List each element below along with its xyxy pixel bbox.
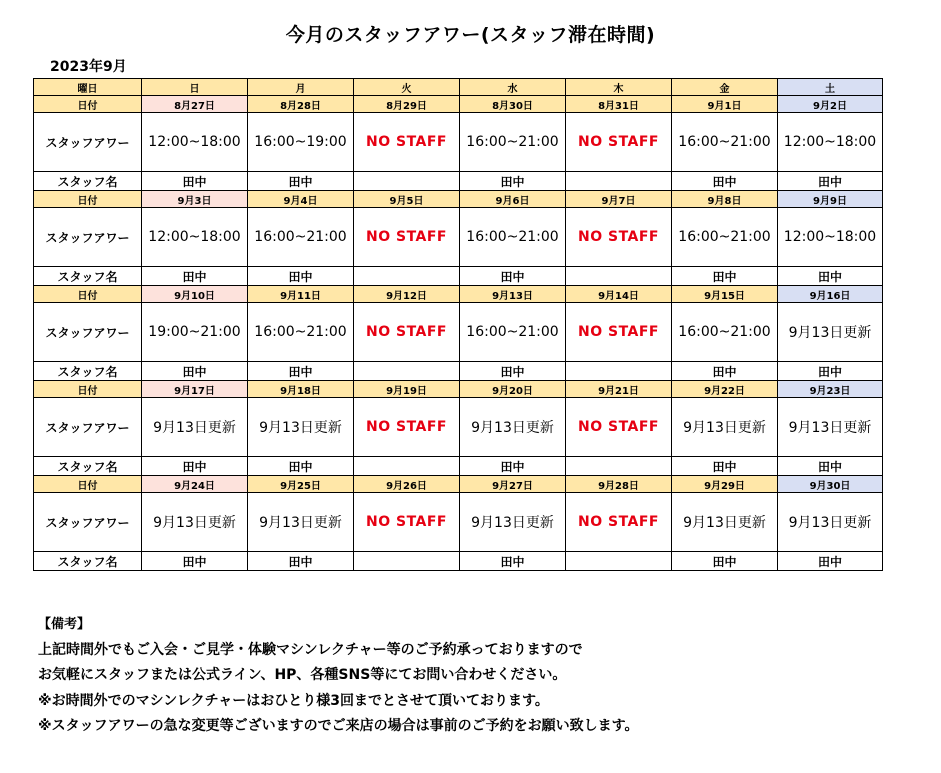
hours-cell: 9月13日更新 <box>142 493 248 552</box>
date-cell: 9月30日 <box>778 476 883 493</box>
staff-cell <box>354 362 460 381</box>
staff-cell <box>566 172 672 191</box>
date-cell: 9月12日 <box>354 286 460 303</box>
hours-cell: 19:00~21:00 <box>142 303 248 362</box>
hours-row <box>34 303 883 362</box>
hours-cell: 9月13日更新 <box>672 398 778 457</box>
date-cell: 9月13日 <box>460 286 566 303</box>
hours-cell: 16:00~21:00 <box>248 303 354 362</box>
staff-cell: 田中 <box>672 267 778 286</box>
weekday-tue: 火 <box>354 79 460 96</box>
date-cell: 8月27日 <box>142 96 248 113</box>
staff-cell: 田中 <box>142 362 248 381</box>
no-staff-cell: NO STAFF <box>566 113 672 172</box>
date-cell: 9月17日 <box>142 381 248 398</box>
weekday-mon: 月 <box>248 79 354 96</box>
date-cell: 9月18日 <box>248 381 354 398</box>
hours-cell: 12:00~18:00 <box>142 113 248 172</box>
staff-row-label: スタッフ名 <box>34 267 142 286</box>
date-cell: 9月28日 <box>566 476 672 493</box>
staff-cell: 田中 <box>142 552 248 571</box>
hours-cell: 9月13日更新 <box>142 398 248 457</box>
date-cell: 9月10日 <box>142 286 248 303</box>
hours-cell: 12:00~18:00 <box>778 113 883 172</box>
staff-cell: 田中 <box>248 172 354 191</box>
date-row <box>34 96 883 113</box>
date-row <box>34 191 883 208</box>
date-row <box>34 476 883 493</box>
staff-cell: 田中 <box>672 362 778 381</box>
staff-cell: 田中 <box>778 267 883 286</box>
date-cell: 9月7日 <box>566 191 672 208</box>
date-cell: 9月15日 <box>672 286 778 303</box>
staff-cell: 田中 <box>672 172 778 191</box>
date-row <box>34 381 883 398</box>
date-cell: 9月11日 <box>248 286 354 303</box>
hours-cell: 16:00~21:00 <box>460 208 566 267</box>
weekday-sat: 土 <box>778 79 883 96</box>
date-cell: 9月8日 <box>672 191 778 208</box>
staff-row-label: スタッフ名 <box>34 172 142 191</box>
no-staff-cell: NO STAFF <box>354 398 460 457</box>
date-cell: 8月31日 <box>566 96 672 113</box>
month-label: 2023年9月 <box>50 59 127 75</box>
staff-cell <box>354 267 460 286</box>
hours-row-label: スタッフアワー <box>34 208 142 267</box>
weekday-header-row <box>34 79 883 96</box>
date-cell: 9月29日 <box>672 476 778 493</box>
date-row-label: 日付 <box>34 286 142 303</box>
staff-row <box>34 172 883 191</box>
staff-cell <box>566 267 672 286</box>
notes-line: 上記時間外でもご入会・ご見学・体験マシンレクチャー等のご予約承っておりますので <box>38 641 583 658</box>
staff-cell: 田中 <box>778 172 883 191</box>
hours-row <box>34 113 883 172</box>
date-cell: 9月21日 <box>566 381 672 398</box>
weekday-header-label: 曜日 <box>34 79 142 96</box>
date-cell: 9月9日 <box>778 191 883 208</box>
staff-cell: 田中 <box>778 457 883 476</box>
staff-row <box>34 362 883 381</box>
date-row-label: 日付 <box>34 96 142 113</box>
hours-cell: 12:00~18:00 <box>142 208 248 267</box>
weekday-wed: 水 <box>460 79 566 96</box>
staff-cell: 田中 <box>142 267 248 286</box>
date-cell: 9月2日 <box>778 96 883 113</box>
notes-line: ※お時間外でのマシンレクチャーはおひとり様3回までとさせて頂いております。 <box>38 692 549 709</box>
staff-row <box>34 457 883 476</box>
staff-cell: 田中 <box>672 457 778 476</box>
notes-section <box>38 612 639 740</box>
date-cell: 9月1日 <box>672 96 778 113</box>
no-staff-cell: NO STAFF <box>566 208 672 267</box>
date-cell: 8月28日 <box>248 96 354 113</box>
staff-cell <box>566 362 672 381</box>
notes-line: ※スタッフアワーの急な変更等ございますのでご来店の場合は事前のご予約をお願い致します。 <box>38 718 639 734</box>
date-cell: 9月5日 <box>354 191 460 208</box>
hours-cell: 12:00~18:00 <box>778 208 883 267</box>
schedule-table <box>33 78 883 571</box>
hours-cell: 16:00~21:00 <box>672 303 778 362</box>
notes-heading: 【備考】 <box>38 617 91 632</box>
no-staff-cell: NO STAFF <box>566 303 672 362</box>
hours-cell: 16:00~21:00 <box>672 113 778 172</box>
date-row-label: 日付 <box>34 381 142 398</box>
date-cell: 9月25日 <box>248 476 354 493</box>
staff-cell <box>566 552 672 571</box>
hours-cell: 9月13日更新 <box>778 493 883 552</box>
hours-cell: 16:00~21:00 <box>460 303 566 362</box>
staff-row-label: スタッフ名 <box>34 362 142 381</box>
date-cell: 9月16日 <box>778 286 883 303</box>
hours-cell: 9月13日更新 <box>672 493 778 552</box>
hours-cell: 16:00~21:00 <box>460 113 566 172</box>
no-staff-cell: NO STAFF <box>354 208 460 267</box>
date-cell: 9月3日 <box>142 191 248 208</box>
hours-cell: 9月13日更新 <box>460 493 566 552</box>
staff-cell: 田中 <box>248 552 354 571</box>
no-staff-cell: NO STAFF <box>566 493 672 552</box>
weekday-sun: 日 <box>142 79 248 96</box>
staff-row <box>34 267 883 286</box>
date-row-label: 日付 <box>34 191 142 208</box>
weekday-fri: 金 <box>672 79 778 96</box>
notes-line: お気軽にスタッフまたは公式ライン、HP、各種SNS等にてお問い合わせください。 <box>38 667 567 683</box>
staff-cell <box>354 457 460 476</box>
staff-cell: 田中 <box>460 552 566 571</box>
date-cell: 9月24日 <box>142 476 248 493</box>
staff-cell: 田中 <box>460 362 566 381</box>
hours-cell: 9月13日更新 <box>778 303 883 362</box>
date-cell: 9月23日 <box>778 381 883 398</box>
date-cell: 9月14日 <box>566 286 672 303</box>
staff-cell <box>354 552 460 571</box>
staff-row-label: スタッフ名 <box>34 457 142 476</box>
date-row-label: 日付 <box>34 476 142 493</box>
staff-row <box>34 552 883 571</box>
date-cell: 8月29日 <box>354 96 460 113</box>
staff-cell <box>566 457 672 476</box>
hours-cell: 9月13日更新 <box>460 398 566 457</box>
staff-cell: 田中 <box>460 172 566 191</box>
date-cell: 9月22日 <box>672 381 778 398</box>
staff-cell: 田中 <box>778 362 883 381</box>
hours-row-label: スタッフアワー <box>34 303 142 362</box>
hours-row-label: スタッフアワー <box>34 113 142 172</box>
date-cell: 9月26日 <box>354 476 460 493</box>
date-cell: 9月19日 <box>354 381 460 398</box>
date-cell: 8月30日 <box>460 96 566 113</box>
hours-cell: 9月13日更新 <box>778 398 883 457</box>
hours-row-label: スタッフアワー <box>34 493 142 552</box>
hours-cell: 16:00~21:00 <box>672 208 778 267</box>
hours-cell: 9月13日更新 <box>248 493 354 552</box>
no-staff-cell: NO STAFF <box>354 493 460 552</box>
hours-row <box>34 493 883 552</box>
hours-row-label: スタッフアワー <box>34 398 142 457</box>
staff-cell <box>354 172 460 191</box>
staff-cell: 田中 <box>460 267 566 286</box>
hours-row <box>34 398 883 457</box>
staff-cell: 田中 <box>672 552 778 571</box>
date-row <box>34 286 883 303</box>
date-cell: 9月27日 <box>460 476 566 493</box>
staff-cell: 田中 <box>460 457 566 476</box>
staff-cell: 田中 <box>142 172 248 191</box>
weekday-thu: 木 <box>566 79 672 96</box>
no-staff-cell: NO STAFF <box>566 398 672 457</box>
no-staff-cell: NO STAFF <box>354 303 460 362</box>
hours-cell: 16:00~19:00 <box>248 113 354 172</box>
staff-cell: 田中 <box>778 552 883 571</box>
staff-row-label: スタッフ名 <box>34 552 142 571</box>
staff-cell: 田中 <box>142 457 248 476</box>
hours-cell: 16:00~21:00 <box>248 208 354 267</box>
hours-cell: 9月13日更新 <box>248 398 354 457</box>
staff-cell: 田中 <box>248 457 354 476</box>
hours-row <box>34 208 883 267</box>
staff-cell: 田中 <box>248 362 354 381</box>
no-staff-cell: NO STAFF <box>354 113 460 172</box>
staff-cell: 田中 <box>248 267 354 286</box>
page-title: 今月のスタッフアワー(スタッフ滞在時間) <box>285 24 656 46</box>
date-cell: 9月4日 <box>248 191 354 208</box>
date-cell: 9月20日 <box>460 381 566 398</box>
date-cell: 9月6日 <box>460 191 566 208</box>
